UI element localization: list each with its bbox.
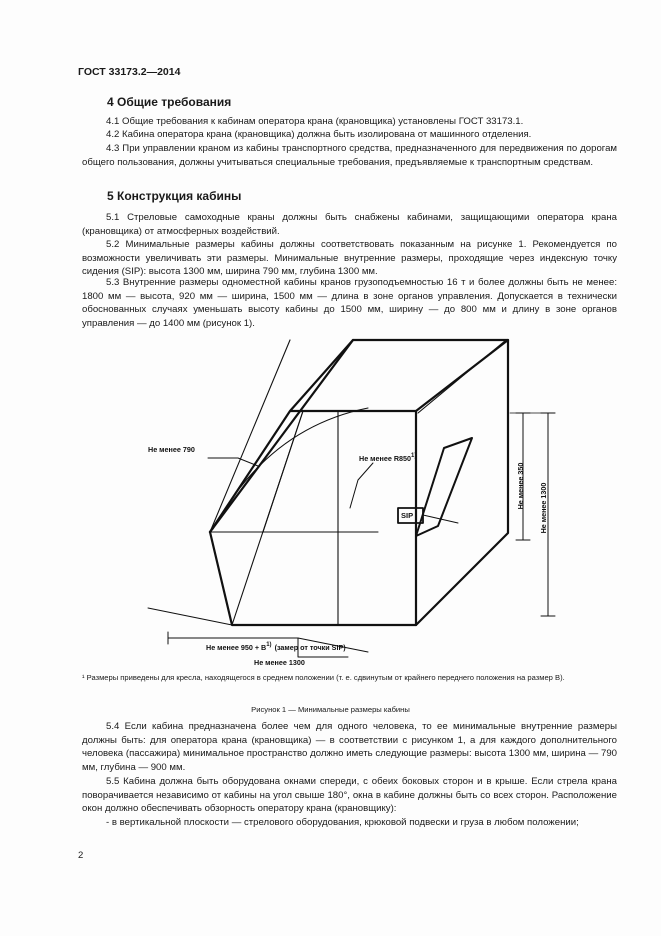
label-min-950-b: Не менее $950 + B^{1)}$ (замер от точки SIP): [206, 642, 346, 652]
label-sip: SIP: [401, 511, 414, 520]
paragraph-5-2: 5.2 Минимальные размеры кабины должны соответствовать показанным на рисунке 1. Рекомендуется по возможности увеличивать эти размеры. Минимальные внутренние размеры, проходящие через индексную точку сидения (SIP): высота 1300 мм, ширина 790 мм, глубина 1300 мм.: [82, 239, 617, 277]
paragraph-5-4: 5.4 Если кабина предназначена более чем для одного человека, то ее минимальные внутренние размеры должны быть: для оператора крана (крановщика) — в соответствии с рисунком 1, а для каждого дополнительного человека (пассажира) минимальное пространство должно иметь следующие размеры: высота 1300 мм, ширина — 790 мм, глубина — 900 мм.: [82, 721, 617, 773]
figure-caption: Рисунок 1 — Минимальные размеры кабины: [251, 705, 410, 714]
label-min-1300-bottom: Не менее 1300: [254, 658, 305, 667]
paragraph-5-1: 5.1 Стреловые самоходные краны должны быть снабжены кабинами, защищающими оператора крана (крановщика) от атмосферных воздействий.: [82, 212, 617, 237]
page-number: 2: [78, 850, 84, 861]
section-5-title: 5 Конструкция кабины: [107, 189, 242, 203]
section-4-title: 4 Общие требования: [107, 95, 232, 109]
document-header: ГОСТ 33173.2—2014: [78, 66, 181, 78]
paragraph-4-3: 4.3 При управлении краном из кабины транспортного средства, предназначенного для передвижения по дорогам общего пользования, должны учитываться специальные требования, предъявляемые к транспортным средствам.: [82, 143, 617, 168]
label-min-r850: Не менее R850$^{1)}$: [359, 453, 417, 463]
figure-footnote: ¹ Размеры приведены для кресла, находящегося в среднем положении (т. е. сдвинутым от крайнего переднего положения на размер B).: [82, 673, 565, 682]
label-min-1300-vertical: Не менее 1300: [539, 482, 548, 534]
paragraph-5-3: 5.3 Внутренние размеры одноместной кабины кранов грузоподъемностью 16 т и более должны быть не менее: 1800 мм — высота, 920 мм — ширина, 1500 мм — длина в зоне органов управления. Допускается в технически обоснованных случаях уменьшать высоту кабины до 1500 мм, ширину — до 800 мм и длину в зоне органов управления — до 1400 мм (рисунок 1).: [82, 277, 617, 329]
cabin-dimensions-figure: [118, 318, 558, 673]
interior-lines: [210, 340, 506, 625]
paragraph-4-2: 4.2 Кабина оператора крана (крановщика) должна быть изолирована от машинного отделения.: [106, 129, 532, 140]
label-min-790: Не менее 790: [148, 445, 195, 454]
paragraph-5-5: 5.5 Кабина должна быть оборудована окнами спереди, с обеих боковых сторон и в крыше. Если стрела крана поворачивается независимо от кабины на угол свыше 180°, окна в кабине должны быть со всех сторон. Расположение окон должно обеспечивать обзорность оператору крана (крановщику):: [82, 776, 617, 814]
seat-back-panel: [416, 438, 472, 536]
cabin-outline: [210, 340, 508, 625]
paragraph-4-1: 4.1 Общие требования к кабинам оператора крана (крановщика) установлены ГОСТ 33173.1.: [106, 116, 524, 127]
label-min-350: Не менее 350: [516, 462, 525, 510]
list-item-vertical-plane: - в вертикальной плоскости — стрелового оборудования, крюковой подвески и груза в любом положении;: [106, 817, 579, 828]
